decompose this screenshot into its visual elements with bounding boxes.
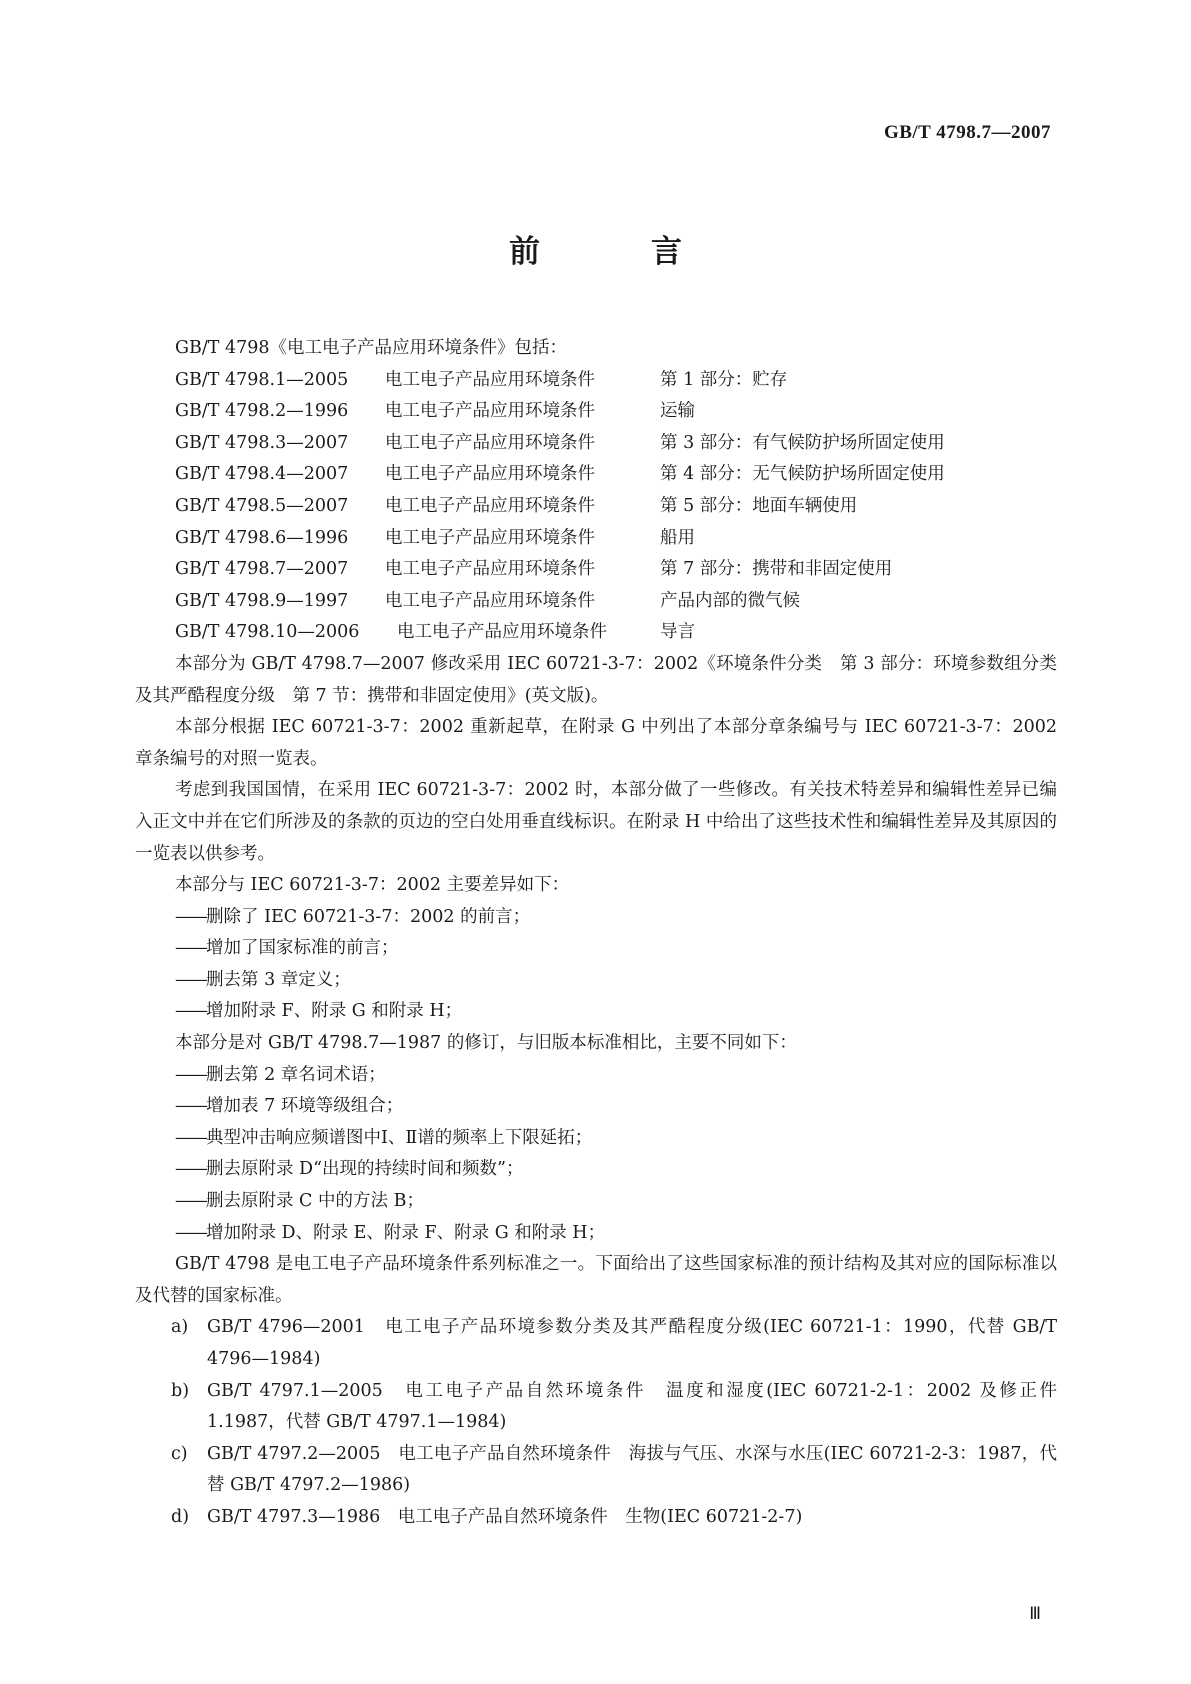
series-list bbox=[135, 1312, 1057, 1533]
drafting-paragraph: 本部分根据 IEC 60721-3-7：2002 重新起草，在附录 G 中列出了本部分章条编号与 IEC 60721-3-7：2002 章条编号的对照一览表。 bbox=[135, 717, 1057, 769]
series-item: d) GB/T 4797.3—1986 电工电子产品自然环境条件 生物(IEC 60721-2-7) bbox=[171, 1506, 803, 1527]
standard-row: GB/T 4798.10—2006 电工电子产品应用环境条件 导言 bbox=[175, 622, 695, 643]
standard-row: GB/T 4798.4—2007 电工电子产品应用环境条件 第 4 部分：无气候防护场所固定使用 bbox=[175, 464, 945, 485]
intro-paragraph: GB/T 4798《电工电子产品应用环境条件》包括： bbox=[175, 338, 568, 358]
document-body bbox=[135, 333, 1057, 1534]
standard-row: GB/T 4798.7—2007 电工电子产品应用环境条件 第 7 部分：携带和非固定使用 bbox=[175, 559, 893, 580]
list-item: ——删去原附录 C 中的方法 B； bbox=[175, 1191, 424, 1212]
adoption-paragraph: 本部分为 GB/T 4798.7—2007 修改采用 IEC 60721-3-7：2002《环境条件分类 第 3 部分：环境参数组分类及其严酷程度分级 第 7 节：携带和非固定使用》(英文版)。 bbox=[135, 653, 1057, 706]
iec-differences-heading: 本部分与 IEC 60721-3-7：2002 主要差异如下： bbox=[175, 875, 570, 896]
standards-list bbox=[135, 365, 1057, 649]
series-paragraph: GB/T 4798 是电工电子产品环境条件系列标准之一。下面给出了这些国家标准的预计结构及其对应的国际标准以及代替的国家标准。 bbox=[135, 1254, 1057, 1306]
standard-row: GB/T 4798.9—1997 电工电子产品应用环境条件 产品内部的微气候 bbox=[175, 590, 800, 611]
modification-paragraph: 考虑到我国国情，在采用 IEC 60721-3-7：2002 时，本部分做了一些修改。有关技术特差异和编辑性差异已编入正文中并在它们所涉及的条款的页边的空白处用垂直线标识。在附录 H 中给出了这些技术性和编辑性差异及其原因的一览表以供参考。 bbox=[135, 780, 1057, 864]
standard-row: GB/T 4798.6—1996 电工电子产品应用环境条件 船用 bbox=[175, 527, 695, 548]
series-item: b) GB/T 4797.1—2005 电工电子产品自然环境条件 温度和湿度(IEC 60721-2-1：2002 及修正件 1.1987，代替 GB/T 4797.1—1984) bbox=[171, 1380, 1057, 1433]
list-item: ——增加附录 D、附录 E、附录 F、附录 G 和附录 H； bbox=[175, 1222, 606, 1243]
list-item: ——删去原附录 D“出现的持续时间和频数”； bbox=[175, 1159, 524, 1180]
standard-row: GB/T 4798.1—2005 电工电子产品应用环境条件 第 1 部分：贮存 bbox=[175, 369, 788, 390]
standard-row: GB/T 4798.5—2007 电工电子产品应用环境条件 第 5 部分：地面车辆使用 bbox=[175, 495, 858, 516]
list-item: ——增加表 7 环境等级组合； bbox=[175, 1096, 404, 1117]
list-item: ——典型冲击响应频谱图中Ⅰ、Ⅱ谱的频率上下限延拓； bbox=[175, 1127, 593, 1148]
series-item: a) GB/T 4796—2001 电工电子产品环境参数分类及其严酷程度分级(IEC 60721-1：1990，代替 GB/T 4796—1984) bbox=[171, 1317, 1057, 1369]
series-item: c) GB/T 4797.2—2005 电工电子产品自然环境条件 海拔与气压、水深与水压(IEC 60721-2-3：1987，代替 GB/T 4797.2—1986) bbox=[171, 1443, 1057, 1496]
page-number: Ⅲ bbox=[1029, 1604, 1041, 1623]
list-item: ——增加了国家标准的前言； bbox=[175, 938, 399, 959]
list-item: ——删去第 3 章定义； bbox=[175, 969, 351, 990]
iec-differences-list bbox=[135, 902, 1057, 1028]
standard-row: GB/T 4798.3—2007 电工电子产品应用环境条件 第 3 部分：有气候防护场所固定使用 bbox=[175, 432, 945, 453]
list-item: ——增加附录 F、附录 G 和附录 H； bbox=[175, 1001, 463, 1022]
list-item: ——删除了 IEC 60721-3-7：2002 的前言； bbox=[175, 906, 531, 927]
standard-code: GB/T 4798.7—2007 bbox=[883, 122, 1051, 143]
page-title: 前 言 bbox=[509, 234, 722, 270]
revision-heading: 本部分是对 GB/T 4798.7—1987 的修订，与旧版本标准相比，主要不同如下： bbox=[175, 1033, 797, 1054]
revision-differences-list bbox=[135, 1060, 1057, 1250]
standard-row: GB/T 4798.2—1996 电工电子产品应用环境条件 运输 bbox=[175, 401, 695, 422]
list-item: ——删去第 2 章名词术语； bbox=[175, 1064, 386, 1085]
